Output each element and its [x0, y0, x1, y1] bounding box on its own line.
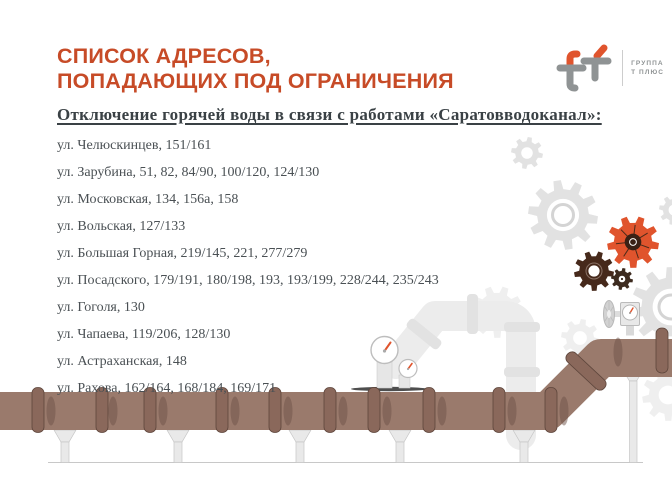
address-item: ул. Чапаева, 119/206, 128/130 — [57, 326, 231, 342]
pipe-support-icon — [296, 442, 304, 463]
address-item: ул. Зарубина, 51, 82, 84/90, 100/120, 124/130 — [57, 164, 320, 180]
logo-divider — [622, 50, 623, 86]
logo-label-line2: Т ПЛЮС — [631, 69, 664, 76]
address-item: ул. Астраханская, 148 — [57, 353, 187, 369]
pipe-flange — [32, 388, 44, 433]
address-item: ул. Вольская, 127/133 — [57, 218, 186, 234]
address-item: ул. Большая Горная, 219/145, 221, 277/279 — [57, 245, 308, 261]
page-title-line2: ПОПАДАЮЩИХ ПОД ОГРАНИЧЕНИЯ — [57, 69, 454, 93]
pipe-support-icon — [174, 442, 182, 463]
valve-assembly — [604, 301, 640, 336]
gauge-stand — [626, 326, 634, 336]
page-title-line1: СПИСОК АДРЕСОВ, — [57, 44, 271, 68]
address-list — [57, 132, 602, 402]
logo-label-line1: ГРУППА — [631, 60, 664, 67]
gauge-pivot — [629, 312, 631, 314]
subtitle: Отключение горячей воды в связи с работами «Саратовводоканал»: — [57, 105, 602, 124]
address-item: ул. Рахова, 162/164, 168/184, 169/171 — [57, 380, 277, 396]
address-item: ул. Гоголя, 130 — [57, 299, 145, 315]
pipe-support-icon — [54, 430, 76, 442]
pipe-support-icon — [630, 381, 638, 463]
logo-label — [631, 59, 664, 77]
pipe-support-icon — [520, 442, 528, 463]
pipe-flange — [656, 328, 668, 373]
pipe-support-icon — [396, 442, 404, 463]
pipe-support-icon — [289, 430, 311, 442]
pipe-shading — [614, 338, 623, 367]
pipe-support-icon — [61, 442, 69, 463]
page-title — [57, 44, 602, 94]
address-item: ул. Посадского, 179/191, 180/198, 193, 193/199, 228/244, 235/243 — [57, 272, 439, 288]
pipe-shading — [47, 397, 56, 426]
valve-wheel-hub — [607, 310, 611, 318]
tplus-logo-icon — [556, 42, 616, 94]
pipe-support-icon — [167, 430, 189, 442]
slide-content — [57, 44, 602, 402]
address-item: ул. Челюскинцев, 151/161 — [57, 137, 212, 153]
address-item: ул. Московская, 134, 156а, 158 — [57, 191, 239, 207]
pipe-support-icon — [389, 430, 411, 442]
logo — [556, 42, 664, 94]
